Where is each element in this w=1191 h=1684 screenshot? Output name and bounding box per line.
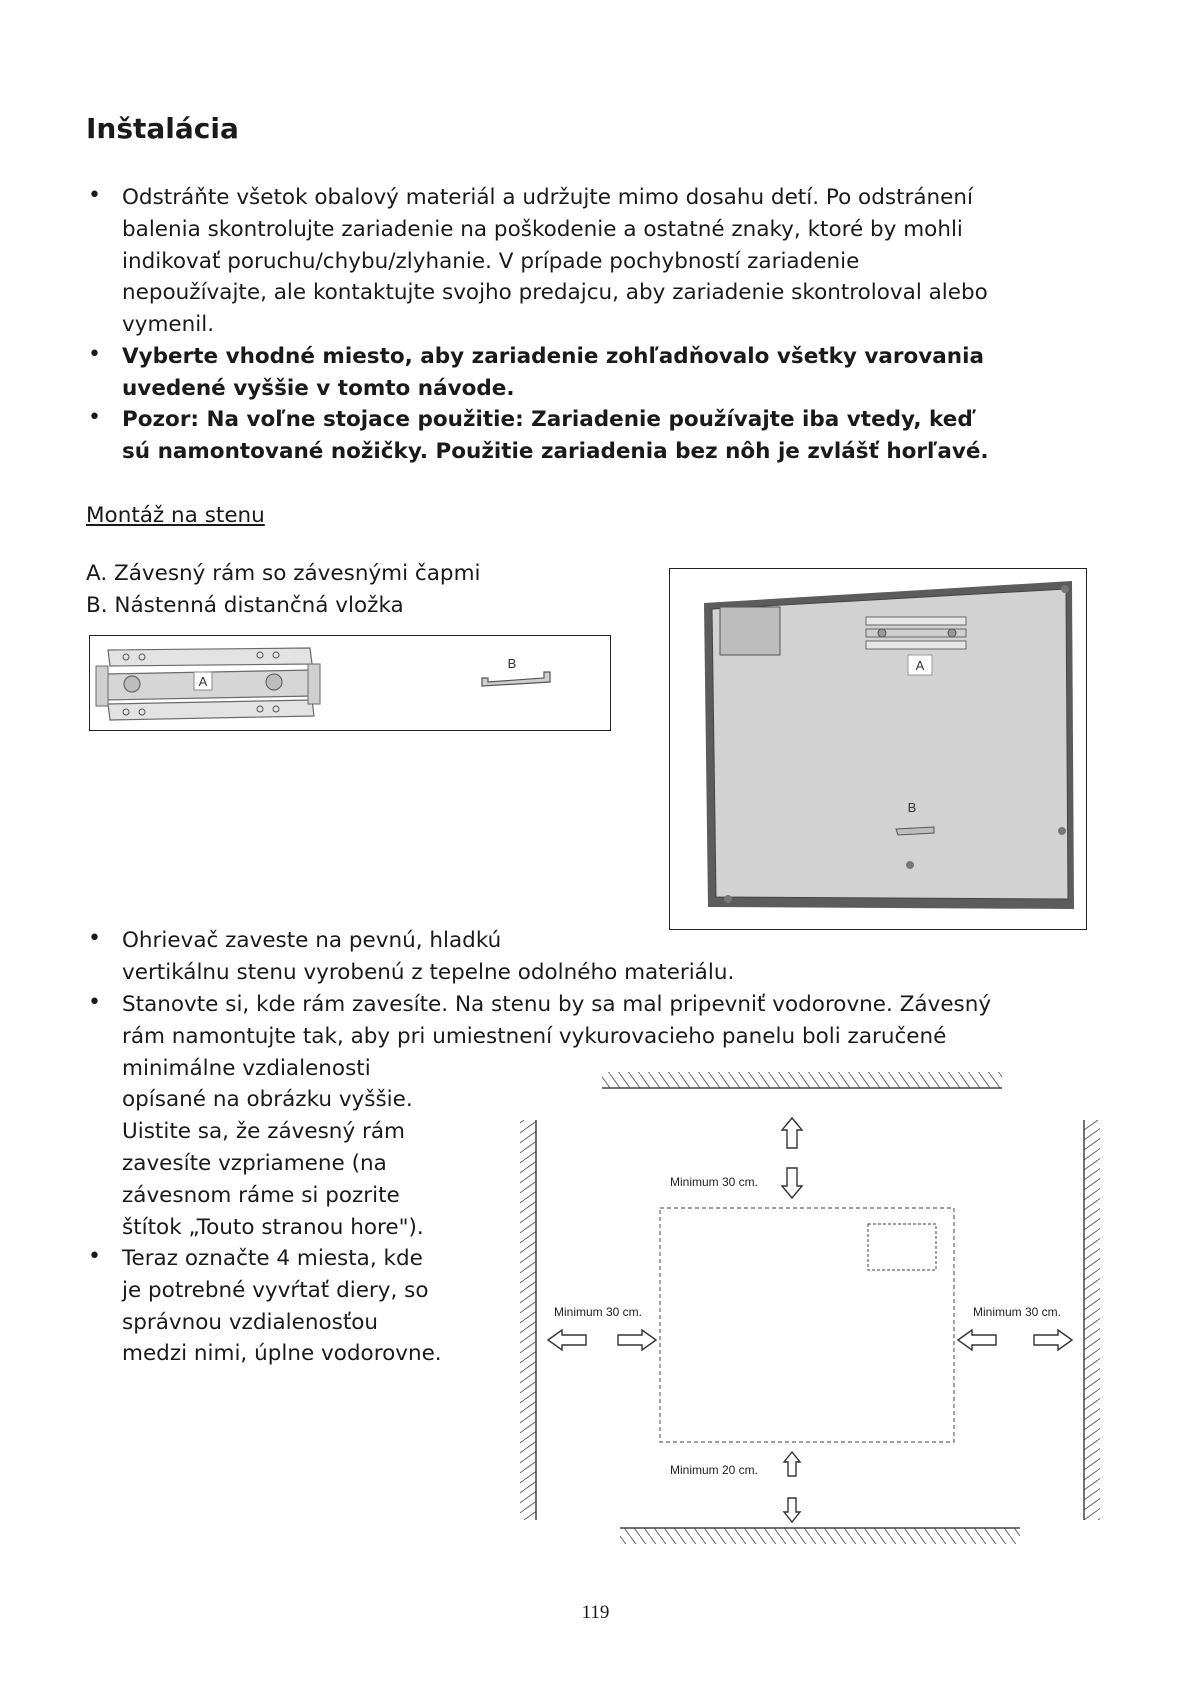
clearance-top-label: Minimum 30 cm. <box>670 1175 759 1189</box>
control-unit-outline <box>868 1224 936 1270</box>
bullet-dot: • <box>88 183 101 208</box>
page-number: 119 <box>581 1602 610 1623</box>
legend-item-a: A. Závesný rám so závesnými čapmi <box>86 561 481 586</box>
floor-hatch <box>620 1528 1020 1544</box>
figure-label-b: B <box>507 656 517 671</box>
list-item: Stanovte si, kde rám zavesíte. Na stenu by sa mal pripevniť vodorovne. Závesný rám namontujte tak, aby pri umiestnení vykurovacieho panelu boli zaručené minimálne vzdialenosti opísané na obrázku vyššie. Uistite sa, že závesný rám zavesíte vzpriamene (na závesnom ráme si pozrite štítok „Touto stranou hore"). <box>122 992 992 1240</box>
legend-item-b: B. Nástenná distančná vložka <box>86 593 404 618</box>
arrow-right-icon <box>618 1330 656 1350</box>
left-wall-hatch <box>520 1120 536 1520</box>
page-title: Inštalácia <box>86 112 239 145</box>
figure-label-a: A <box>198 674 208 689</box>
heater-outline <box>660 1208 954 1442</box>
arrow-down-icon <box>784 1498 800 1522</box>
arrow-right-icon <box>1034 1330 1072 1350</box>
bullet-dot: • <box>88 405 101 430</box>
section-subheading: Montáž na stenu <box>86 503 265 528</box>
arrow-left-icon <box>958 1330 996 1350</box>
list-item: Pozor: Na voľne stojace použitie: Zariadenie používajte iba vtedy, keď sú namontované nožičky. Použitie zariadenia bez nôh je zvlášť horľavé. <box>122 407 989 464</box>
bullet-dot: • <box>88 990 101 1015</box>
parts-illustration <box>90 636 610 730</box>
panel-figure <box>669 568 1087 930</box>
parts-figure <box>89 635 611 731</box>
mounted-spacer-b <box>896 827 934 835</box>
clearance-bottom-label: Minimum 20 cm. <box>670 1463 759 1477</box>
panel-label-b: B <box>907 800 917 815</box>
control-box <box>720 607 780 655</box>
list-item: Teraz označte 4 miesta, kde je potrebné vyvŕtať diery, so správnou vzdialenosťou medzi nimi, úplne vodorovne. <box>122 1246 442 1367</box>
bullet-dot: • <box>88 1244 101 1269</box>
panel-label-a: A <box>915 658 925 673</box>
list-item: Odstráňte všetok obalový materiál a udržujte mimo dosahu detí. Po odstránení balenia skontrolujte zariadenie na poškodenie a ostatné znaky, ktoré by mohli indikovať poruchu/chybu/zlyhanie. V prípade pochybností zariadenie nepoužívajte, ale kontaktujte svojho predajcu, aby zariadenie skontroloval alebo vymenil. <box>122 185 988 338</box>
ceiling-hatch <box>602 1072 1002 1088</box>
arrow-up-icon <box>784 1452 800 1476</box>
clearance-right-label: Minimum 30 cm. <box>973 1305 1062 1319</box>
clearance-diagram <box>510 1060 1110 1560</box>
arrow-left-icon <box>548 1330 586 1350</box>
arrow-down-icon <box>782 1168 802 1198</box>
mounted-frame-a <box>866 617 966 649</box>
right-wall-hatch <box>1084 1120 1100 1520</box>
bullet-dot: • <box>88 342 101 367</box>
list-item: Ohrievač zaveste na pevnú, hladkú vertikálnu stenu vyrobenú z tepelne odolného materiálu. <box>122 928 735 985</box>
clearance-left-label: Minimum 30 cm. <box>554 1305 643 1319</box>
arrow-up-icon <box>782 1118 802 1148</box>
panel-illustration <box>670 569 1086 929</box>
bullet-dot: • <box>88 926 101 951</box>
list-item: Vyberte vhodné miesto, aby zariadenie zohľadňovalo všetky varovania uvedené vyššie v tomto návode. <box>122 344 984 401</box>
spacer-drawing <box>482 672 550 686</box>
